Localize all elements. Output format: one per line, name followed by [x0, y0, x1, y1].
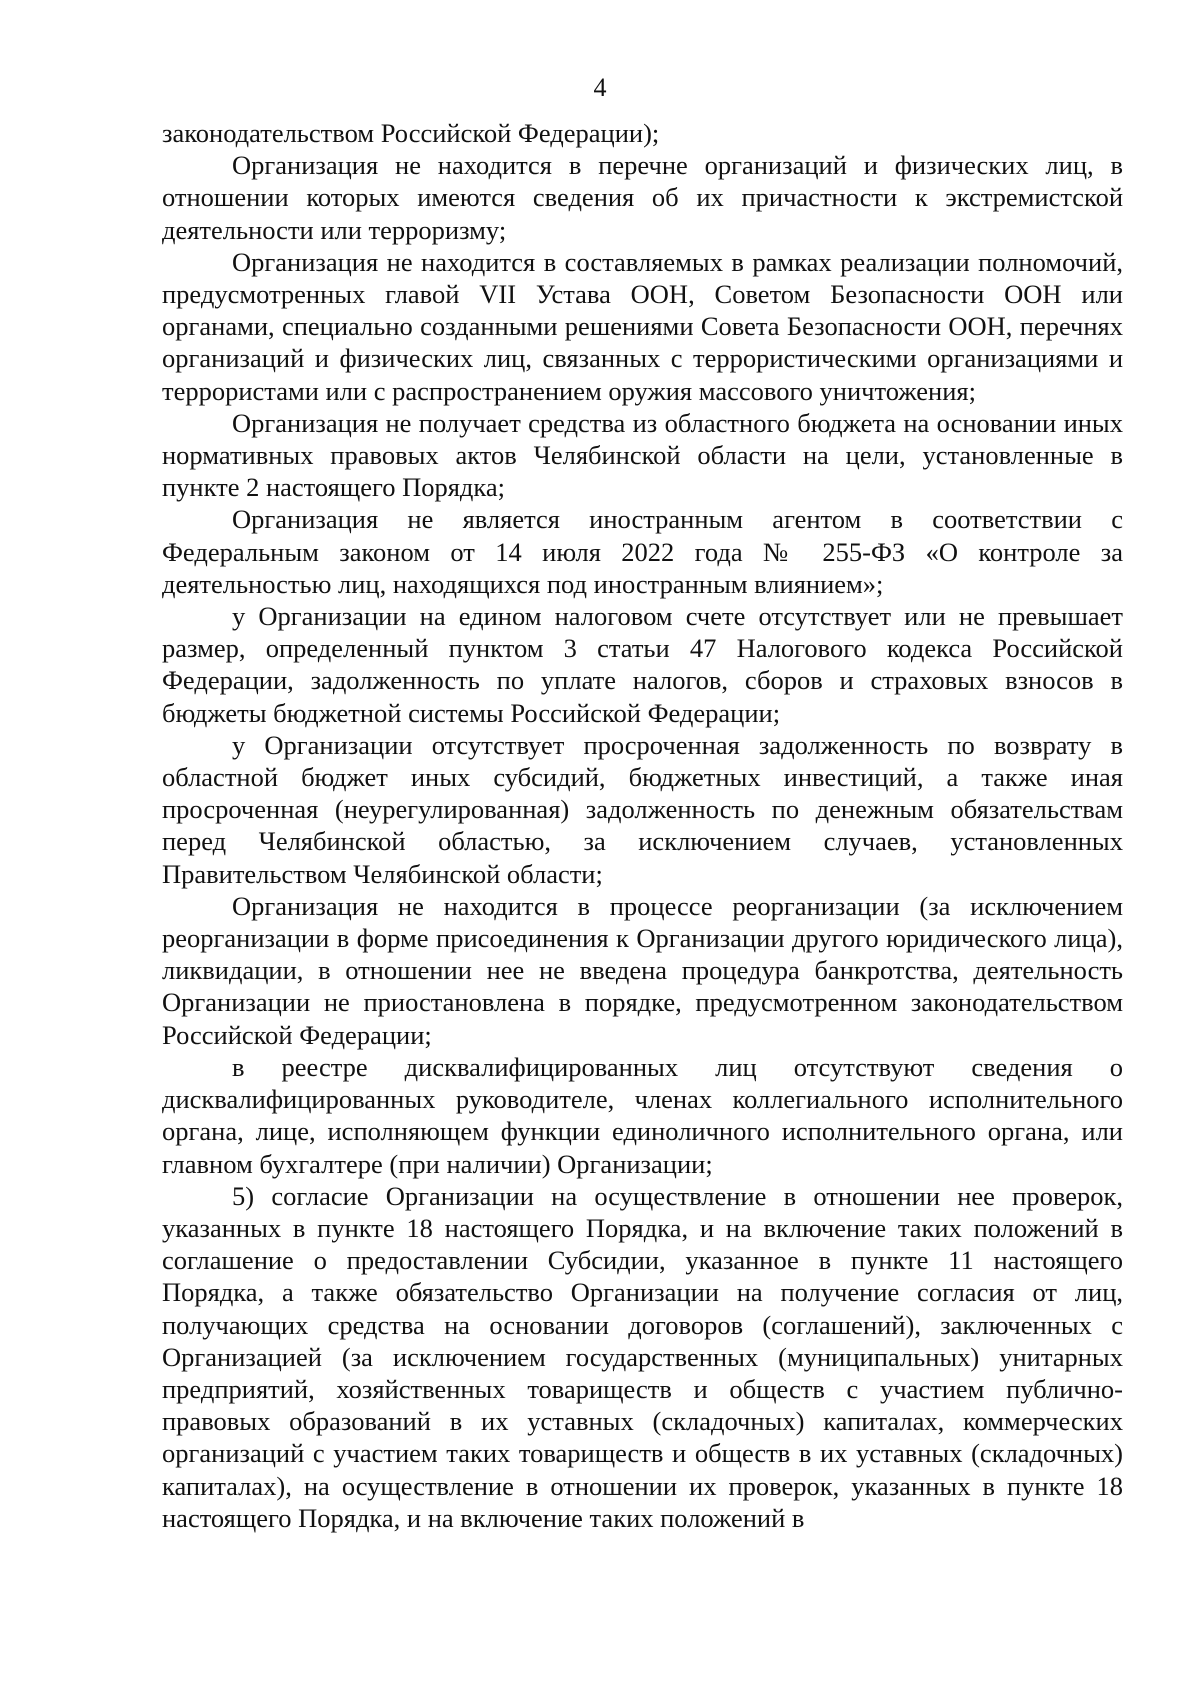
paragraph: Организация не находится в составляемых в рамках реализации полномочий, предусмотренных главой VII Устава ООН, Советом Безопасности ООН или органами, специально созданными решениями Совета Безопасности ООН, перечнях организаций и физических лиц, связанных с террористическими организациями и террористами или с распространением оружия массового уничтожения;	[162, 246, 1123, 406]
paragraph: 5) согласие Организации на осуществление в отношении нее проверок, указанных в пункте 18 настоящего Порядка, и на включение таких положений в соглашение о предоставлении Субсидии, указанное в пункте 11 настоящего Порядка, а также обязательство Организации на получение согласия от лиц, получающих средства на основании договоров (соглашений), заключенных с Организацией (за исключением государственных (муниципальных) унитарных предприятий, хозяйственных товариществ и обществ с участием публично-правовых образований в их уставных (складочных) капиталах, коммерческих организаций с участием таких товариществ и обществ в их уставных (складочных) капиталах), на осуществление в отношении их проверок, указанных в пункте 18 настоящего Порядка, и на включение таких положений в	[162, 1180, 1123, 1533]
paragraph: у Организации на едином налоговом счете отсутствует или не превышает размер, определенный пунктом 3 статьи 47 Налогового кодекса Российской Федерации, задолженность по уплате налогов, сборов и страховых взносов в бюджеты бюджетной системы Российской Федерации;	[162, 601, 1123, 728]
paragraph: Организация не является иностранным агентом в соответствии с Федеральным законом от 14 июля 2022 года № 255-ФЗ «О контроле за деятельностью лиц, находящихся под иностранным влиянием»;	[162, 504, 1123, 599]
paragraph: Организация не находится в перечне организаций и физических лиц, в отношении которых имеются сведения об их причастности к экстремистской деятельности или терроризму;	[162, 150, 1123, 245]
paragraph: законодательством Российской Федерации);	[162, 118, 660, 148]
paragraph: Организация не находится в процессе реорганизации (за исключением реорганизации в форме присоединения к Организации другого юридического лица), ликвидации, в отношении нее не введена процедура банкротства, деятельность Организации не приостановлена в порядке, предусмотренном законодательством Российской Федерации;	[162, 890, 1123, 1050]
page-number: 4	[593, 73, 607, 102]
paragraph: Организация не получает средства из областного бюджета на основании иных нормативных правовых актов Челябинской области на цели, установленные в пункте 2 настоящего Порядка;	[162, 407, 1123, 503]
paragraph: у Организации отсутствует просроченная задолженность по возврату в областной бюджет иных субсидий, бюджетных инвестиций, а также иная просроченная (неурегулированная) задолженность по денежным обязательствам перед Челябинской областью, за исключением случаев, установленных Правительством Челябинской области;	[162, 729, 1123, 889]
document-body	[162, 117, 1123, 1534]
paragraph: в реестре дисквалифицированных лиц отсутствуют сведения о дисквалифицированных руководителе, членах коллегиального исполнительного органа, лице, исполняющем функции единоличного исполнительного органа, или главном бухгалтере (при наличии) Организации;	[162, 1051, 1123, 1179]
